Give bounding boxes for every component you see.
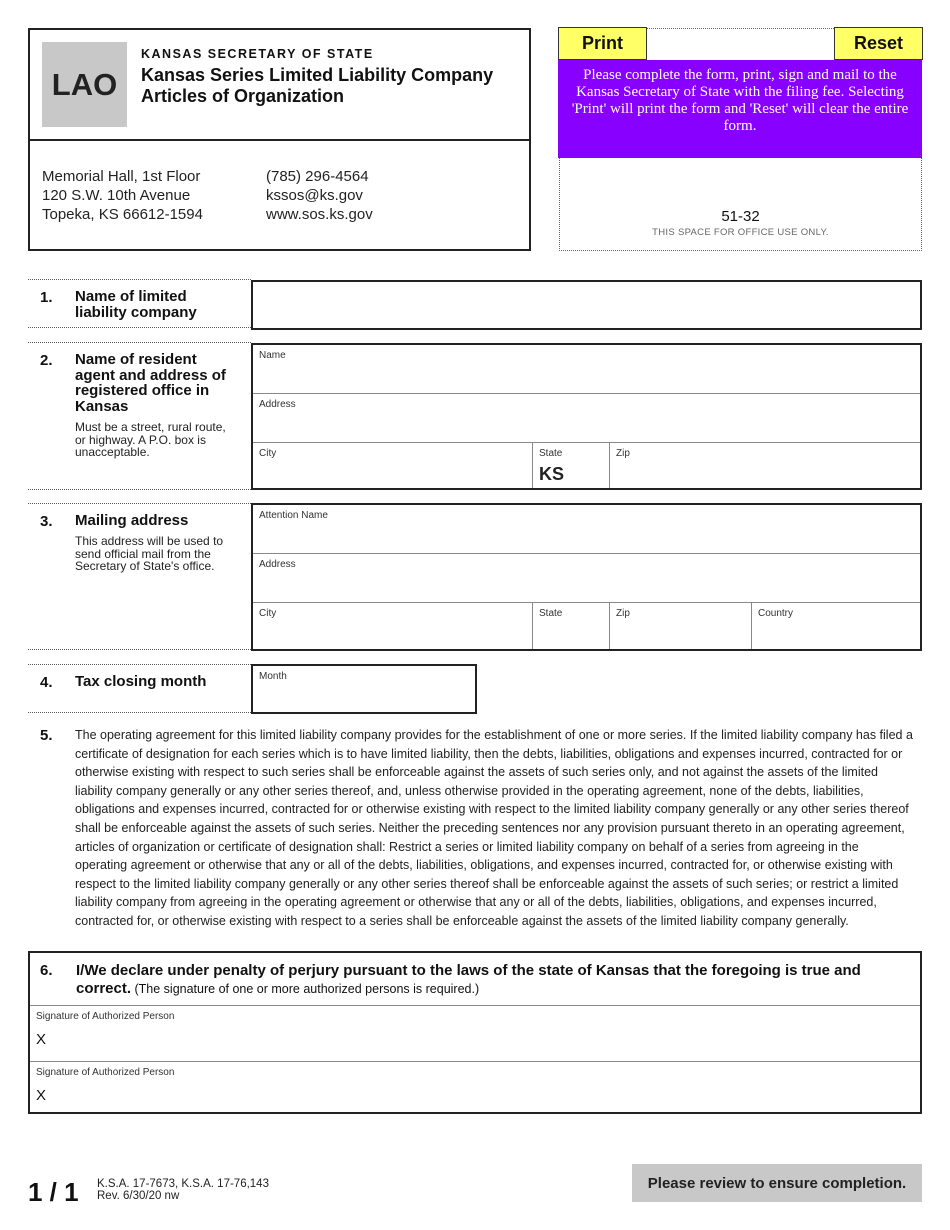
form-title-line1: Kansas Series Limited Liability Company: [141, 65, 494, 85]
field-label: State: [539, 608, 563, 619]
divider: [28, 712, 251, 713]
office-use-panel: [559, 28, 922, 251]
header-title-area: [30, 30, 529, 141]
contact-block: [266, 167, 373, 224]
field-label: City: [259, 608, 277, 619]
label-line: Kansas: [75, 397, 129, 415]
divider: [28, 342, 251, 343]
resident-agent-help: [75, 421, 226, 459]
review-notice: Please review to ensure completion.: [632, 1164, 922, 1202]
section-number: 1.: [40, 289, 53, 306]
label-line: agent and address of: [75, 366, 226, 384]
mailing-zip-input[interactable]: [616, 623, 744, 645]
company-name-box: [251, 280, 922, 330]
field-label: Month: [259, 671, 287, 682]
field-label: Address: [259, 559, 296, 570]
address-line: Topeka, KS 66612-1594: [42, 206, 203, 223]
divider: [28, 503, 251, 504]
email-address: kssos@ks.gov: [266, 187, 363, 204]
section-number: 5.: [40, 727, 53, 744]
help-line: or highway. A P.O. box is: [75, 432, 206, 447]
statute-line: K.S.A. 17-7673, K.S.A. 17-76,143: [97, 1178, 269, 1190]
mailing-address-box: [251, 503, 922, 651]
field-label: Zip: [616, 448, 630, 459]
agent-city-cell: [253, 443, 532, 488]
tax-closing-month-label: Tax closing month: [75, 673, 207, 690]
attention-name-input[interactable]: [259, 525, 909, 547]
address-line: 120 S.W. 10th Avenue: [42, 187, 191, 204]
declaration-note: (The signature of one or more authorized persons is required.): [131, 982, 480, 996]
agency-name: KANSAS SECRETARY OF STATE: [141, 47, 374, 61]
tax-month-cell: [253, 666, 475, 712]
mailing-city-cell: [253, 603, 532, 649]
divider: [28, 327, 251, 328]
mailing-address-cell: [253, 554, 920, 602]
reset-button[interactable]: Reset: [834, 27, 923, 60]
mailing-zip-cell: [610, 603, 751, 649]
agent-name-cell: [253, 345, 920, 393]
resident-agent-label: [75, 352, 226, 414]
label-line: Name of limited: [75, 288, 187, 305]
section-number: 2.: [40, 352, 53, 369]
company-name-input[interactable]: [261, 294, 911, 316]
declaration: [76, 962, 896, 998]
help-line: Must be a street, rural route,: [75, 420, 226, 434]
mailing-state-cell: [533, 603, 609, 649]
help-line: Secretary of State's office.: [75, 559, 215, 573]
statute-reference: [97, 1178, 269, 1202]
agent-name-input[interactable]: [259, 365, 909, 387]
agent-city-input[interactable]: [259, 463, 524, 485]
divider: [28, 649, 251, 650]
signature-mark: X: [36, 1087, 47, 1104]
field-label: Attention Name: [259, 510, 328, 521]
help-line: unacceptable.: [75, 445, 150, 459]
field-label: Zip: [616, 608, 630, 619]
agency-header: [28, 28, 531, 251]
section-number: 4.: [40, 674, 53, 691]
field-label: Country: [758, 608, 794, 619]
series-agreement-text: The operating agreement for this limited liability company provides for the establishment of one or more series. If the limited liability company has filed a certificate of designation for each series which is to have limited liability, then the debts, liabilities, obligations and expenses incurred, contracted for or otherwise existing with respect to such series shall be enforceable against the assets of such series only, and not against the assets of the limited liability company generally or any other series thereof, and, unless otherwise provided in the operating agreement, none of the debts, liabilities, obligations and expenses incurred, contracted for or otherwise existing with respect to the limited liability company generally or any other series thereof shall be enforceable against the assets of such series. Neither the preceding sentences nor any provision pursuant thereto in an operating agreement, articles of organization or certificate of designation shall: Restrict a series or limited liability company on behalf of a series from agreeing in the operating agreement or otherwise that any or all of the debts, liabilities, obligations, and expenses incurred, contracted for, or otherwise existing with respect to the limited liability company generally or any other series thereof shall be enforceable against the assets of such series; or restrict a limited liability company from agreeing in the operating agreement or otherwise that any or all of the debts, liabilities, obligations, and expenses incurred, contracted for, or otherwise existing with respect to a series shall be enforceable against the assets of the limited liability company generally.: [75, 728, 913, 928]
form-title: [141, 65, 521, 107]
signature-label: Signature of Authorized Person: [36, 1067, 175, 1078]
mailing-country-cell: [752, 603, 920, 649]
mailing-address-input[interactable]: [259, 574, 909, 596]
agent-zip-cell: [610, 443, 920, 488]
resident-agent-box: [251, 343, 922, 490]
agent-zip-input[interactable]: [616, 463, 906, 485]
website: www.sos.ks.gov: [266, 206, 373, 223]
field-label: Address: [259, 399, 296, 410]
revision-line: Rev. 6/30/20 nw: [97, 1190, 180, 1202]
divider: [28, 279, 251, 280]
declaration-text: I/We declare under penalty of perjury pursuant to the laws of the state of Kansas that the foregoing is true and correct.: [76, 962, 861, 997]
label-line: liability company: [75, 303, 197, 321]
signature-box: [28, 951, 922, 1114]
row-divider: [30, 1061, 920, 1062]
page-indicator: 1 / 1: [28, 1177, 79, 1207]
divider: [28, 489, 251, 490]
mailing-city-input[interactable]: [259, 623, 524, 645]
mailing-address-help: [75, 535, 223, 573]
section-number: 6.: [40, 962, 53, 979]
agent-address-cell: [253, 394, 920, 442]
mailing-country-input[interactable]: [758, 623, 913, 645]
signature-mark: X: [36, 1031, 47, 1048]
tax-month-input[interactable]: [259, 686, 467, 708]
signature-input-2[interactable]: [54, 1085, 904, 1107]
agent-state-cell: [533, 443, 609, 488]
attention-name-cell: [253, 505, 920, 553]
field-label: City: [259, 448, 277, 459]
phone-number: (785) 296-4564: [266, 168, 369, 185]
mailing-state-input[interactable]: [539, 623, 601, 645]
tax-month-box: [251, 664, 477, 714]
office-use-note: THIS SPACE FOR OFFICE USE ONLY.: [652, 227, 829, 238]
signature-input-1[interactable]: [54, 1029, 904, 1051]
row-divider: [30, 1005, 920, 1006]
mailing-address-block: [42, 167, 203, 224]
field-label: Name: [259, 350, 286, 361]
form-number: 51-32: [721, 208, 760, 225]
form-code-logo: LAO: [42, 42, 127, 127]
agent-address-input[interactable]: [259, 414, 909, 436]
divider: [28, 664, 251, 665]
signature-label: Signature of Authorized Person: [36, 1011, 175, 1022]
print-button[interactable]: Print: [558, 27, 647, 60]
form-title-line2: Articles of Organization: [141, 86, 345, 106]
agent-state-value: KS: [539, 464, 565, 484]
field-label: State: [539, 448, 563, 459]
help-line: send official mail from the: [75, 546, 211, 561]
address-line: Memorial Hall, 1st Floor: [42, 168, 201, 185]
company-name-label: [75, 289, 197, 320]
section-number: 3.: [40, 513, 53, 530]
label-line: Name of resident: [75, 351, 197, 368]
label-line: registered office in: [75, 382, 210, 399]
mailing-address-label: Mailing address: [75, 512, 189, 529]
instructions-banner: Please complete the form, print, sign and mail to the Kansas Secretary of State with the filing fee. Selecting 'Print' will print the form and 'Reset' will clear the entire form.: [558, 60, 922, 158]
help-line: This address will be used to: [75, 534, 224, 548]
